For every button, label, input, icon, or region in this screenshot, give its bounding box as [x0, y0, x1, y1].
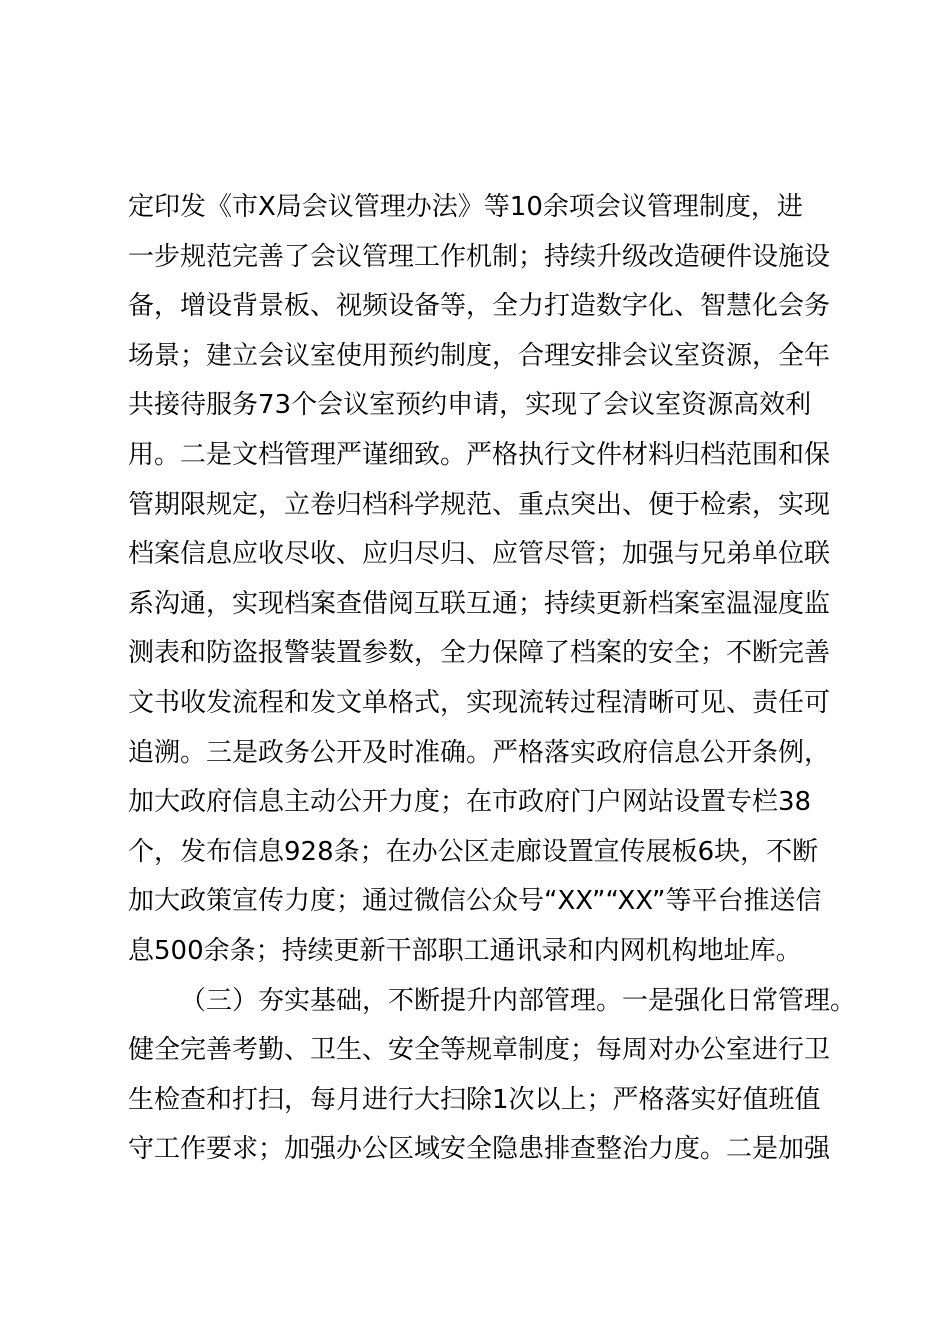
- text-line: 用。二是文档管理严谨细致。严格执行文件材料归档范围和保: [128, 439, 831, 470]
- text-line: 备，增设背景板、视频设备等，全力打造数字化、智慧化会务: [128, 291, 831, 322]
- text-line: 档案信息应收尽收、应归尽归、应管尽管；加强与兄弟单位联: [128, 539, 831, 570]
- text-line: 定印发《市X局会议管理办法》等10余项会议管理制度，进: [128, 192, 803, 222]
- text-line: 个，发布信息928条；在办公区走廊设置宣传展板6块，不断: [128, 836, 819, 867]
- text-line: 系沟通，实现档案查借阅互联互通；持续更新档案室温湿度监: [128, 588, 831, 619]
- document-body: [128, 183, 868, 1175]
- text-line: 文书收发流程和发文单格式，实现流转过程清晰可见、责任可: [128, 687, 831, 718]
- text-line: 生检查和打扫，每月进行大扫除1次以上；严格落实好值班值: [128, 1084, 821, 1115]
- text-line: 追溯。三是政务公开及时准确。严格落实政府信息公开条例，: [128, 737, 831, 768]
- text-line: 息500余条；持续更新干部职工通讯录和内网机构地址库。: [128, 935, 802, 966]
- text-line: 加大政策宣传力度；通过微信公众号“XX”“XX”等平台推送信: [128, 886, 822, 917]
- text-line: 共接待服务73个会议室预约申请，实现了会议室资源高效利: [128, 390, 812, 421]
- text-line: 加大政府信息主动公开力度；在市政府门户网站设置专栏38: [128, 787, 812, 818]
- text-line: 一步规范完善了会议管理工作机制；持续升级改造硬件设施设: [128, 241, 831, 272]
- text-line: 测表和防盗报警装置参数，全力保障了档案的安全；不断完善: [128, 638, 831, 669]
- section-heading-line: （三）夯实基础，不断提升内部管理。一是强化日常管理。: [180, 985, 857, 1016]
- text-line: 健全完善考勤、卫生、安全等规章制度；每周对办公室进行卫: [128, 1035, 831, 1066]
- text-line: 守工作要求；加强办公区域安全隐患排查整治力度。二是加强: [128, 1134, 831, 1165]
- text-line: 管期限规定，立卷归档科学规范、重点突出、便于检索，实现: [128, 489, 831, 520]
- text-line: 场景；建立会议室使用预约制度，合理安排会议室资源，全年: [128, 340, 831, 371]
